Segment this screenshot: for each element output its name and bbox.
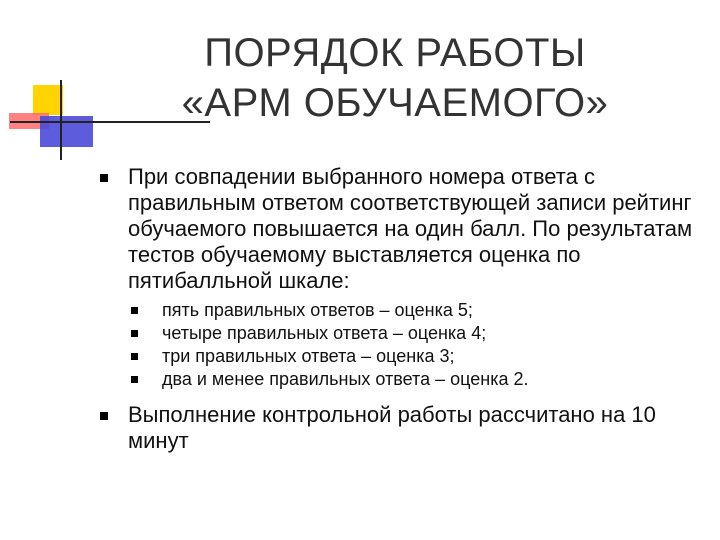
sub-bullet-list: [96, 299, 712, 391]
square-bullet-icon: [131, 307, 138, 314]
logo-vertical-line: [60, 80, 62, 160]
title-line-2: «АРМ ОБУЧАЕМОГО»: [181, 81, 609, 125]
sub-bullet-item: [96, 345, 712, 368]
slide-title: [160, 28, 630, 128]
sub-bullet-item: [96, 368, 712, 391]
square-bullet-icon: [100, 412, 108, 420]
sub-bullet-item: [96, 322, 712, 345]
sub-bullet-text: четыре правильных ответа – оценка 4;: [162, 323, 487, 343]
sub-bullet-text: пять правильных ответов – оценка 5;: [162, 300, 473, 320]
square-bullet-icon: [100, 174, 108, 182]
sub-bullet-item: [96, 299, 712, 322]
sub-bullet-text: два и менее правильных ответа – оценка 2.: [162, 369, 529, 389]
square-bullet-icon: [131, 376, 138, 383]
bullet-item: [96, 164, 712, 294]
square-bullet-icon: [131, 353, 138, 360]
sub-bullet-text: три правильных ответа – оценка 3;: [162, 346, 455, 366]
bullet-list: [96, 164, 712, 454]
bullet-text: При совпадении выбранного номера ответа с правильным ответом соответствующей записи рейтинг обучаемого повышается на один балл. По результатам тестов обучаемому выставляется оценка по пятибалльной шкале:: [128, 164, 693, 293]
bullet-text: Выполнение контрольной работы рассчитано на 10 минут: [128, 402, 656, 453]
bullet-item: [96, 402, 712, 454]
title-line-1: ПОРЯДОК РАБОТЫ: [204, 31, 586, 75]
logo-yellow-square: [33, 85, 63, 115]
square-bullet-icon: [131, 330, 138, 337]
